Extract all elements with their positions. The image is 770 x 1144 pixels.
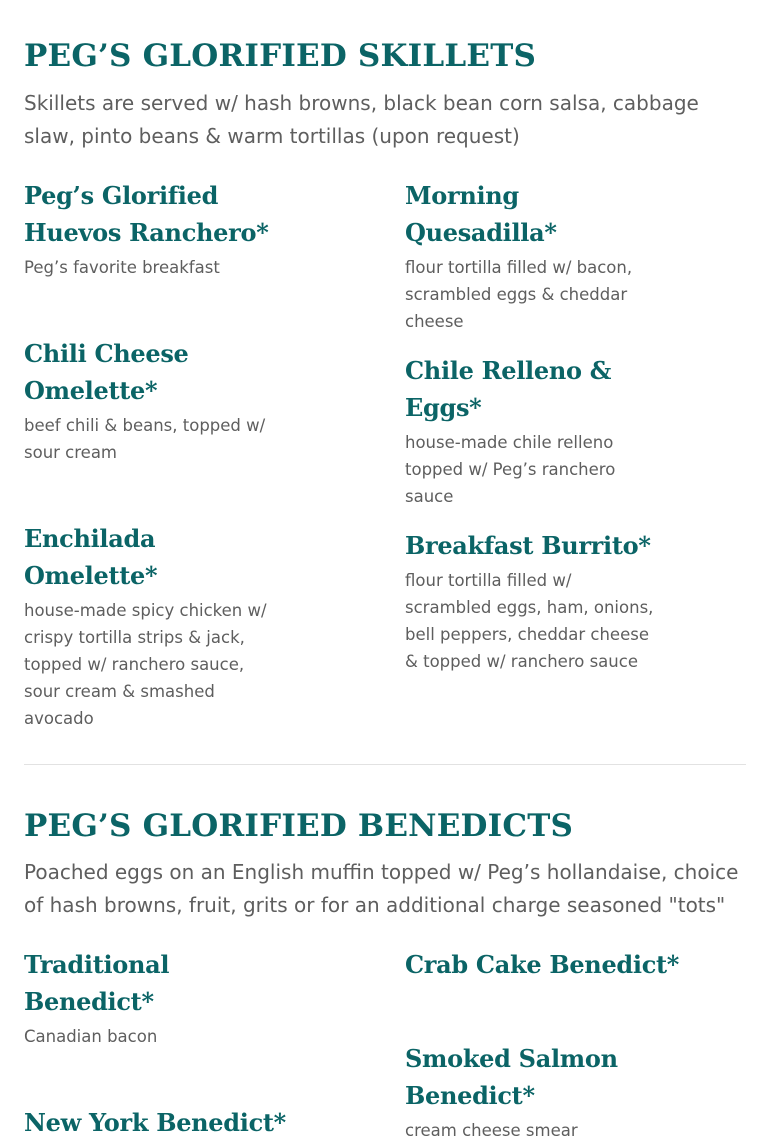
menu-item-name: Breakfast Burrito* xyxy=(405,531,651,560)
skillets-section-description: Skillets are served w/ hash browns, black bean corn salsa, cabbage slaw, pinto beans & warm tortillas (upon request) xyxy=(24,91,699,148)
menu-item-chili-cheese-omelette xyxy=(24,335,284,466)
menu-item-name: Enchilada Omelette* xyxy=(24,524,158,590)
section-divider xyxy=(24,764,746,765)
menu-item-breakfast-burrito xyxy=(405,527,655,675)
menu-item-crab-cake-benedict xyxy=(405,946,705,983)
skillets-section-title: PEG’S GLORIFIED SKILLETS xyxy=(24,38,537,74)
menu-item-description: Canadian bacon xyxy=(24,1027,158,1046)
menu-item-name: New York Benedict* xyxy=(24,1108,286,1137)
menu-item-description: house-made spicy chicken w/ crispy tortilla strips & jack, topped w/ ranchero sauce, sour cream & smashed avocado xyxy=(24,601,267,728)
menu-item-name: Smoked Salmon Benedict* xyxy=(405,1044,618,1110)
menu-item-description: Peg’s favorite breakfast xyxy=(24,258,220,277)
menu-item-name: Crab Cake Benedict* xyxy=(405,950,680,979)
menu-item-description: cream cheese smear xyxy=(405,1121,578,1140)
benedicts-section-title: PEG’S GLORIFIED BENEDICTS xyxy=(24,808,574,844)
menu-item-name: Morning Quesadilla* xyxy=(405,181,557,247)
menu-item-description: flour tortilla filled w/ scrambled eggs, ham, onions, bell peppers, cheddar cheese & topped w/ ranchero sauce xyxy=(405,571,654,671)
menu-item-name: Traditional Benedict* xyxy=(24,950,170,1016)
benedicts-section-description: Poached eggs on an English muffin topped w/ Peg’s hollandaise, choice of hash browns, fruit, grits or for an additional charge seasoned "tots" xyxy=(24,860,739,917)
menu-item-description: flour tortilla filled w/ bacon, scrambled eggs & cheddar cheese xyxy=(405,258,633,331)
menu-item-traditional-benedict xyxy=(24,946,284,1050)
menu-item-description: house-made chile relleno topped w/ Peg’s ranchero sauce xyxy=(405,433,616,506)
menu-item-huevos-ranchero xyxy=(24,177,284,281)
menu-item-morning-quesadilla xyxy=(405,177,655,335)
menu-item-name: Chile Relleno & Eggs* xyxy=(405,356,612,422)
menu-item-name: Chili Cheese Omelette* xyxy=(24,339,189,405)
menu-item-enchilada-omelette xyxy=(24,520,284,732)
menu-item-name: Peg’s Glorified Huevos Ranchero* xyxy=(24,181,269,247)
menu-item-chile-relleno-eggs xyxy=(405,352,655,510)
menu-item-new-york-benedict xyxy=(24,1104,324,1141)
menu-item-smoked-salmon-benedict xyxy=(405,1040,655,1144)
menu-item-description: beef chili & beans, topped w/ sour cream xyxy=(24,416,266,462)
